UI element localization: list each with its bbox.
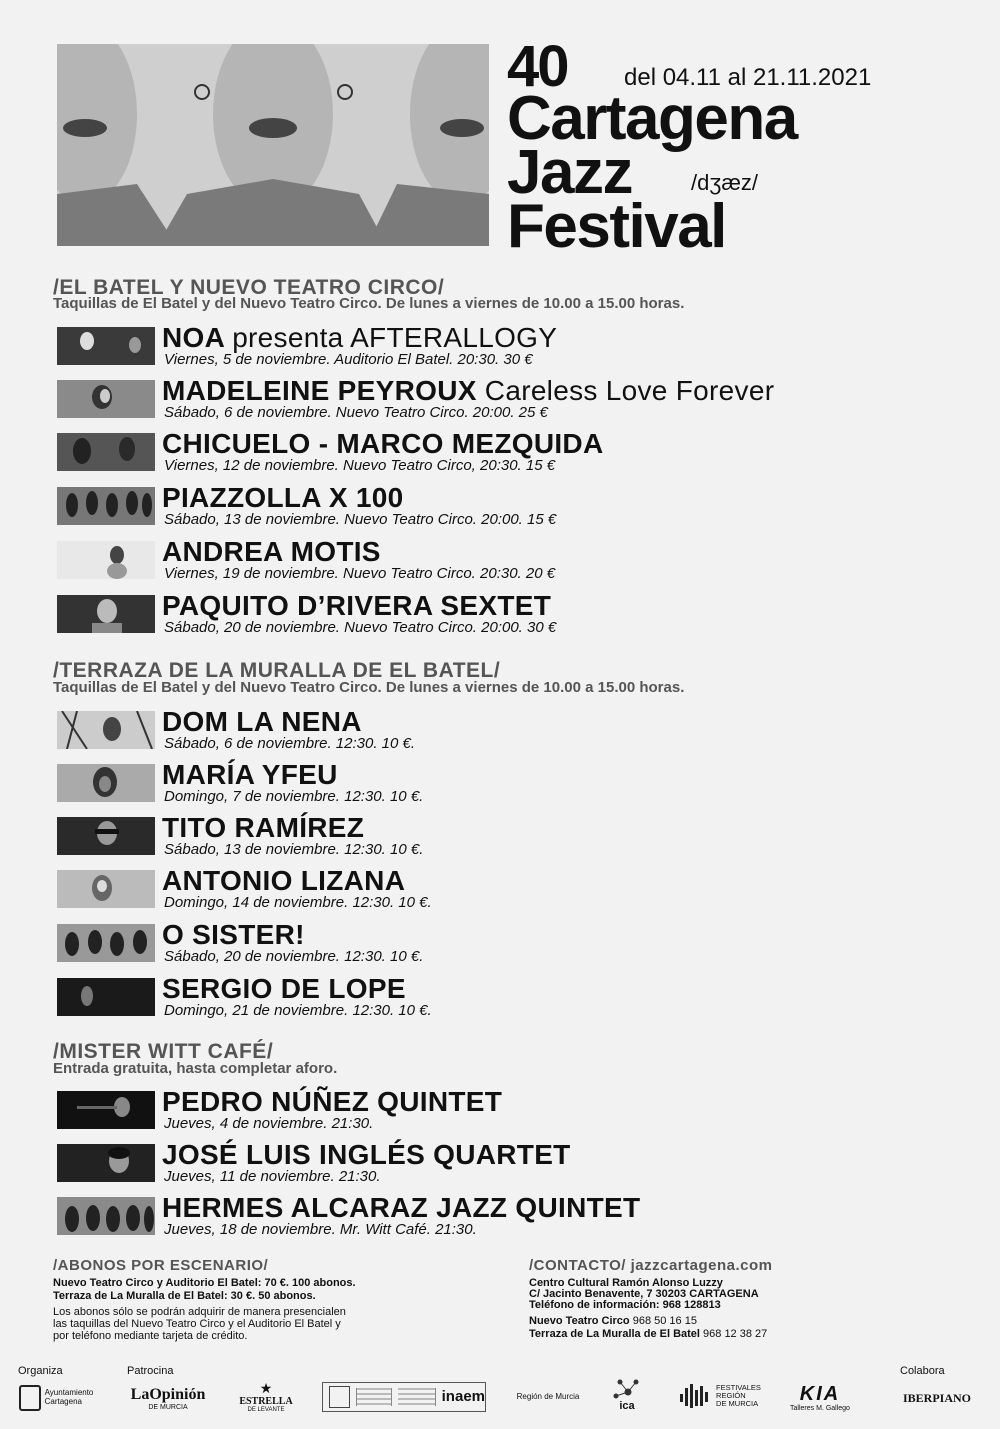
- artist-name: MADELEINE PEYROUX: [162, 375, 477, 406]
- abonos-title: /ABONOS POR ESCENARIO/: [53, 1257, 269, 1274]
- ayuntamiento-logo: [16, 1383, 96, 1413]
- network-icon: [612, 1378, 642, 1400]
- title-festival: Festival: [507, 192, 726, 261]
- contacto-center: Centro Cultural Ramón Alonso Luzzy: [529, 1277, 723, 1289]
- kia-text: KIA: [799, 1383, 841, 1406]
- ministerio-text-icon: [398, 1388, 435, 1406]
- event-name: TITO RAMÍREZ: [162, 812, 365, 843]
- event-photo: [57, 380, 155, 418]
- event-photo: [57, 1144, 155, 1182]
- event-photo: [57, 924, 155, 962]
- patrocina-label: Patrocina: [127, 1365, 174, 1377]
- event-name: SERGIO DE LOPE: [162, 973, 406, 1004]
- event-name: PEDRO NÚÑEZ QUINTET: [162, 1086, 503, 1117]
- edition-number: 40: [507, 34, 568, 99]
- title-jazz: Jazz: [507, 138, 632, 207]
- event-photo: [57, 433, 155, 471]
- event-info: Sábado, 20 de noviembre. Nuevo Teatro Circo. 20:00. 30 €: [164, 619, 557, 636]
- event-photo: [57, 764, 155, 802]
- event-info: Domingo, 7 de noviembre. 12:30. 10 €.: [164, 788, 424, 805]
- event-info: Viernes, 19 de noviembre. Nuevo Teatro Circo. 20:30. 20 €: [164, 565, 556, 582]
- abonos-note: Los abonos sólo se podrán adquirir de manera presencialen: [53, 1306, 346, 1318]
- abonos-line: [53, 1277, 356, 1290]
- event-info: Domingo, 21 de noviembre. 12:30. 10 €.: [164, 1002, 432, 1019]
- ntc-label: Nuevo Teatro Circo: [529, 1315, 630, 1327]
- ica-text: ica: [619, 1399, 635, 1412]
- event-photo: [57, 1091, 155, 1129]
- event-photo: [57, 541, 155, 579]
- event-subtitle: Careless Love Forever: [484, 375, 775, 406]
- laopinion-sub: DE MURCIA: [148, 1403, 188, 1411]
- iberpiano-text: IBERPIANO: [902, 1391, 971, 1406]
- contacto-title[interactable]: /CONTACTO/ jazzcartagena.com: [529, 1257, 773, 1274]
- section-title: /EL BATEL Y NUEVO TEATRO CIRCO/: [53, 276, 445, 299]
- section-title: /MISTER WITT CAFÉ/: [53, 1040, 274, 1063]
- estrella-text: ESTRELLA: [239, 1395, 293, 1407]
- event-name: ANDREA MOTIS: [162, 536, 381, 567]
- laopinion-logo: [125, 1385, 211, 1413]
- event-photo: [57, 1197, 155, 1235]
- event-photo: [57, 711, 155, 749]
- event-photo: [57, 870, 155, 908]
- contacto-phone: Teléfono de información: 968 128813: [529, 1299, 721, 1311]
- event-name: O SISTER!: [162, 919, 305, 950]
- event-info: Sábado, 6 de noviembre. 12:30. 10 €.: [164, 735, 416, 752]
- contacto-line: [529, 1299, 721, 1312]
- phonetic-label: /dʒæz/: [691, 170, 759, 195]
- event-name: JOSÉ LUIS INGLÉS QUARTET: [162, 1139, 571, 1170]
- event-info: Sábado, 6 de noviembre. Nuevo Teatro Circo. 20:00. 25 €: [164, 404, 548, 421]
- abonos-note: por teléfono mediante tarjeta de crédito.: [53, 1330, 248, 1342]
- hero-image: [57, 44, 489, 246]
- event-info: Domingo, 14 de noviembre. 12:30. 10 €.: [164, 894, 432, 911]
- section-subtitle: Entrada gratuita, hasta completar aforo.: [53, 1060, 338, 1077]
- title-cartagena: Cartagena: [507, 84, 797, 153]
- event-photo: [57, 327, 155, 365]
- section-title: /TERRAZA DE LA MURALLA DE EL BATEL/: [53, 659, 501, 682]
- event-info: Sábado, 20 de noviembre. 12:30. 10 €.: [164, 948, 424, 965]
- shield-icon: [329, 1386, 350, 1408]
- section-subtitle: Taquillas de El Batel y del Nuevo Teatro Circo. De lunes a viernes de 10.00 a 15.00 horas.: [53, 679, 685, 696]
- ministerio-text-icon: [356, 1388, 392, 1406]
- event-name: MARÍA YFEU: [162, 759, 338, 790]
- event-info: Jueves, 18 de noviembre. Mr. Witt Café. 21:30.: [164, 1221, 477, 1238]
- event-photo: [57, 595, 155, 633]
- event-info: Sábado, 13 de noviembre. Nuevo Teatro Circo. 20:00. 15 €: [164, 511, 557, 528]
- abonos-line: [53, 1290, 316, 1303]
- ayuntamiento-text: Ayuntamiento Cartagena: [44, 1388, 94, 1406]
- artist-name: NOA: [162, 322, 225, 353]
- abonos-line1: Nuevo Teatro Circo y Auditorio El Batel: 70 €. 100 abonos.: [53, 1277, 356, 1289]
- event-name: CHICUELO - MARCO MEZQUIDA: [162, 428, 604, 459]
- event-name: ANTONIO LIZANA: [162, 865, 406, 896]
- region-murcia-logo: [508, 1382, 588, 1412]
- ministerio-inaem-logo: [322, 1382, 486, 1412]
- kia-logo: [787, 1382, 853, 1414]
- contacto-ntc: [529, 1315, 697, 1328]
- event-info: Viernes, 12 de noviembre. Nuevo Teatro Circo, 20:30. 15 €: [164, 457, 556, 474]
- event-name: HERMES ALCARAZ JAZZ QUINTET: [162, 1192, 641, 1223]
- festivales-text: FESTIVALES REGIÓN DE MURCIA: [716, 1382, 761, 1409]
- event-info: Viernes, 5 de noviembre. Auditorio El Batel. 20:30. 30 €: [164, 351, 533, 368]
- event-photo: [57, 487, 155, 525]
- event-info: Jueves, 11 de noviembre. 21:30.: [164, 1168, 381, 1185]
- organiza-label: Organiza: [18, 1365, 63, 1377]
- ntc-phone: 968 50 16 15: [632, 1315, 697, 1327]
- event-info: Sábado, 13 de noviembre. 12:30. 10 €.: [164, 841, 424, 858]
- event-name: PIAZZOLLA X 100: [162, 482, 404, 513]
- region-text: Región de Murcia: [516, 1391, 580, 1401]
- soundwave-icon: [679, 1382, 713, 1410]
- section-subtitle: Taquillas de El Batel y del Nuevo Teatro Circo. De lunes a viernes de 10.00 a 15.00 horas.: [53, 295, 685, 312]
- event-photo: [57, 978, 155, 1016]
- festival-dates: del 04.11 al 21.11.2021: [624, 64, 872, 91]
- event-subtitle: presenta AFTERALLOGY: [232, 322, 558, 353]
- star-icon: ★: [259, 1379, 273, 1396]
- estrella-sub: DE LEVANTE: [247, 1406, 285, 1413]
- inaem-text: inaem: [441, 1387, 485, 1405]
- laopinion-text: LaOpinión: [130, 1386, 206, 1404]
- event-name: DOM LA NENA: [162, 706, 362, 737]
- ica-logo: [606, 1376, 648, 1414]
- abonos-note: las taquillas del Nuevo Teatro Circo y el Auditorio El Batel y: [53, 1318, 341, 1330]
- abonos-line2: Terraza de La Muralla de El Batel: 30 €. 50 abonos.: [53, 1290, 316, 1302]
- iberpiano-logo: [898, 1385, 976, 1413]
- event-name: [162, 377, 774, 405]
- terraza-label: Terraza de La Muralla de El Batel: [529, 1328, 700, 1340]
- terraza-phone: 968 12 38 27: [703, 1328, 768, 1340]
- contacto-terraza: [529, 1328, 767, 1341]
- crest-icon: [19, 1385, 41, 1411]
- event-name: [162, 324, 557, 352]
- event-info: Jueves, 4 de noviembre. 21:30.: [164, 1115, 374, 1132]
- festivales-logo: [672, 1380, 768, 1412]
- estrella-logo: [233, 1381, 299, 1413]
- kia-sub: Talleres M. Gallego: [790, 1405, 850, 1413]
- event-photo: [57, 817, 155, 855]
- colabora-label: Colabora: [900, 1365, 945, 1377]
- event-name: PAQUITO D’RIVERA SEXTET: [162, 590, 552, 621]
- contacto-address: C/ Jacinto Benavente, 7 30203 CARTAGENA: [529, 1288, 759, 1300]
